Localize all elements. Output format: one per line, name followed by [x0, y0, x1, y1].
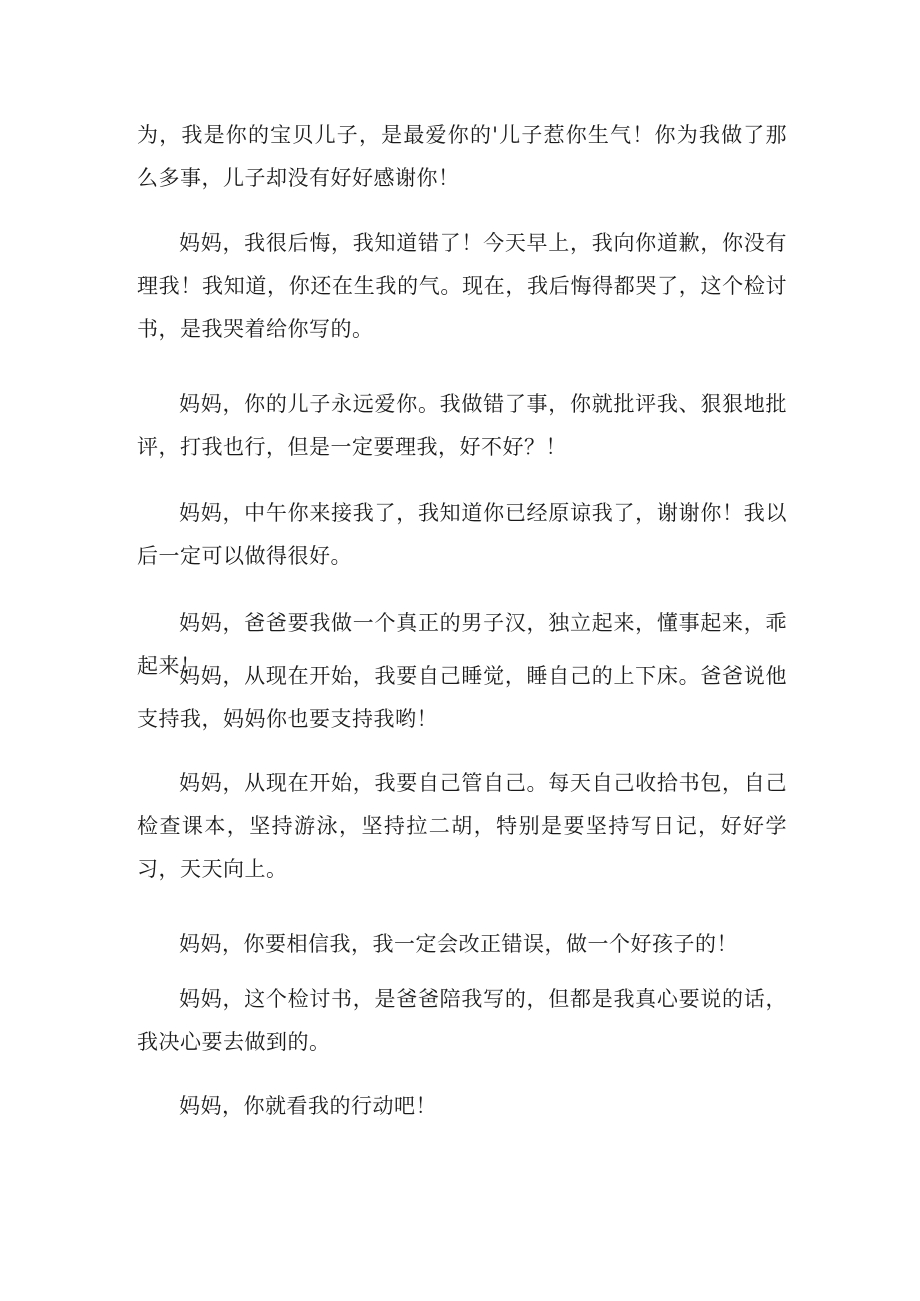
- paragraph-self-manage: 妈妈，从现在开始，我要自己管自己。每天自己收拾书包，自己检查课本，坚持游泳，坚持拉二胡，特别是要坚持写日记，好好学习，天天向上。: [137, 771, 787, 881]
- paragraph-action: 妈妈，你就看我的行动吧！: [179, 1094, 437, 1118]
- paragraph-sleep: 妈妈，从现在开始，我要自己睡觉，睡自己的上下床。爸爸说他支持我，妈妈你也要支持我哟！: [137, 664, 787, 731]
- paragraph-trust: 妈妈，你要相信我，我一定会改正错误，做一个好孩子的！: [179, 932, 738, 956]
- paragraph-regret: 妈妈，我很后悔，我知道错了！今天早上，我向你道歉，你没有理我！我知道，你还在生我的气。现在，我后悔得都哭了，这个检讨书，是我哭着给你写的。: [137, 231, 787, 341]
- paragraph-love: 妈妈，你的儿子永远爱你。我做错了事，你就批评我、狠狠地批评，打我也行，但是一定要理我，好不好？！: [137, 392, 787, 459]
- paragraph-continuation: 为，我是你的宝贝儿子，是最爱你的'儿子惹你生气！你为我做了那么多事，儿子却没有好好感谢你！: [137, 123, 787, 190]
- paragraph-forgiven: 妈妈，中午你来接我了，我知道你已经原谅我了，谢谢你！我以后一定可以做得很好。: [137, 501, 787, 568]
- paragraph-man: 妈妈，爸爸要我做一个真正的男子汉，独立起来，懂事起来，乖起来！: [137, 611, 787, 678]
- paragraph-sincere: 妈妈，这个检讨书，是爸爸陪我写的，但都是我真心要说的话，我决心要去做到的。: [137, 987, 787, 1054]
